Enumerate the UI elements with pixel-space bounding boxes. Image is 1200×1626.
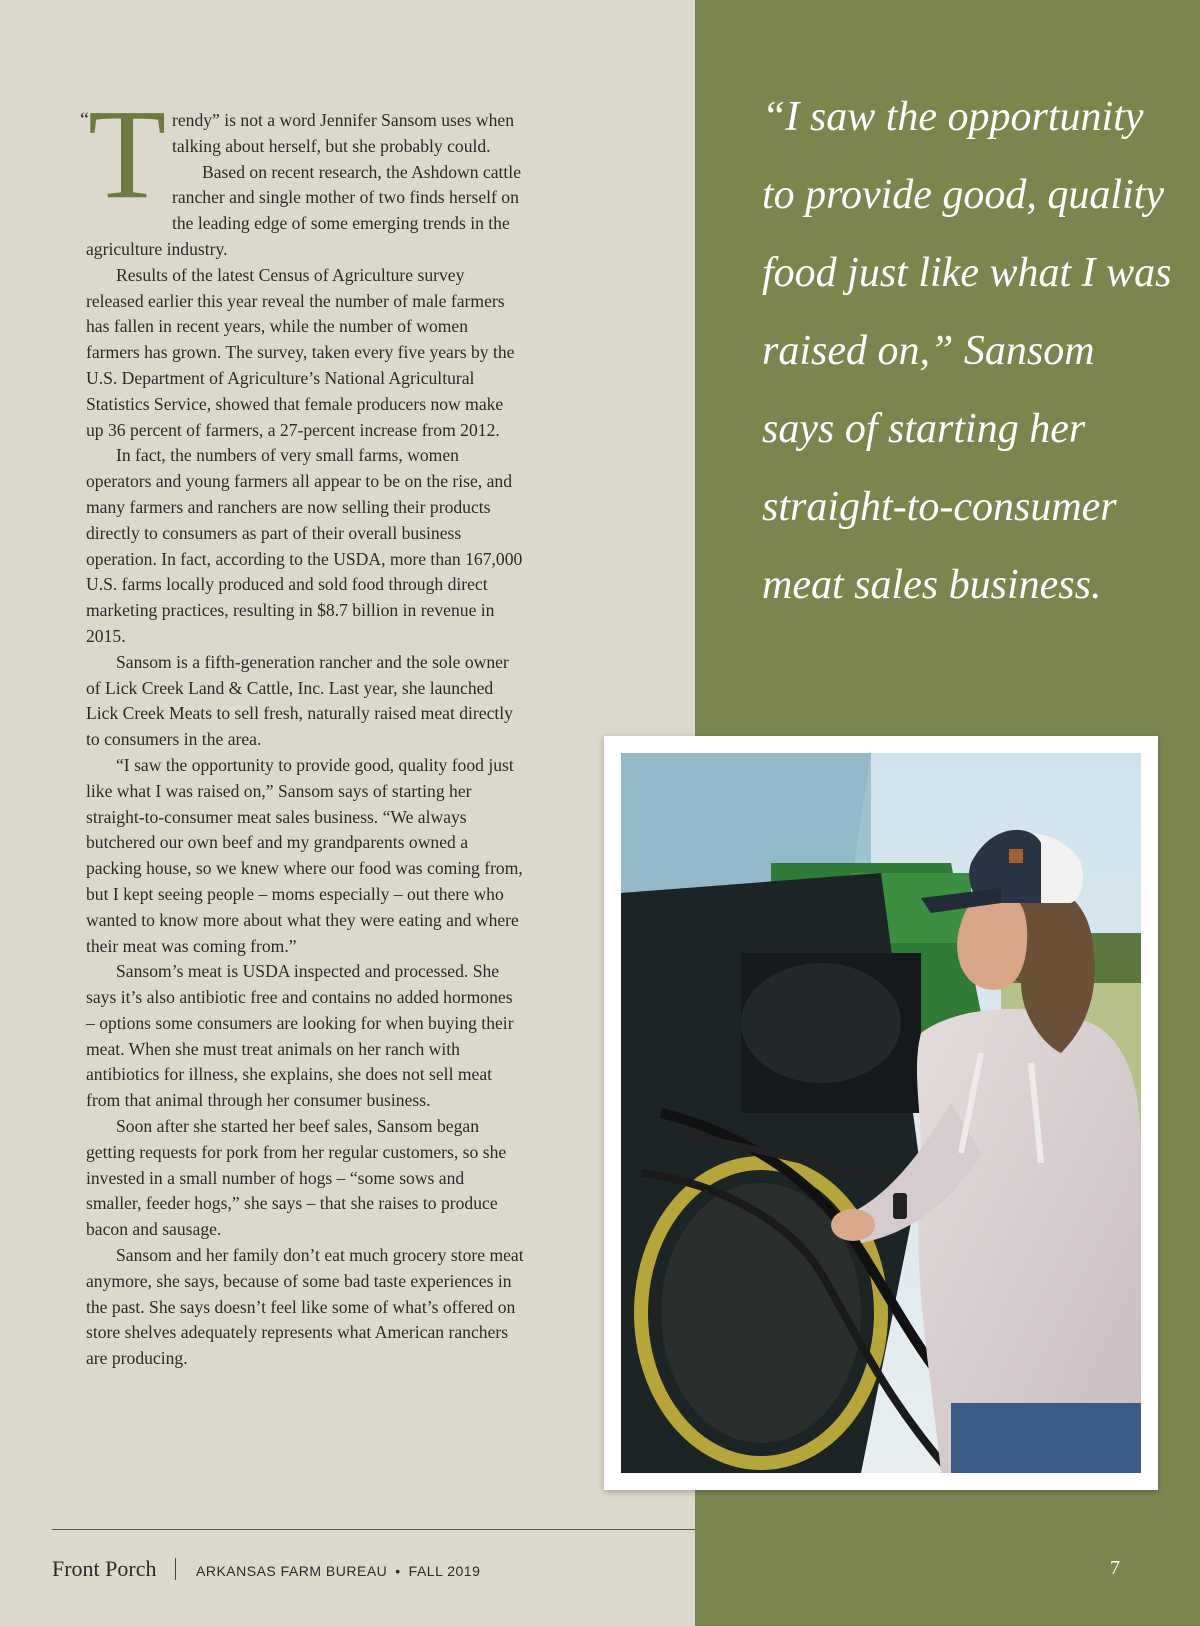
footer-publisher: ARKANSAS FARM BUREAU xyxy=(196,1563,388,1579)
footer-magazine-title: Front Porch xyxy=(52,1556,157,1581)
dropcap-open-quote: “ xyxy=(80,109,89,131)
footer-rule xyxy=(52,1529,695,1530)
article-paragraph-8: Soon after she started her beef sales, Sansom began getting requests for pork from her regular customers, so she invested in a small number of hogs – “some sows and smaller, feeder hogs,” she says – that she raises to produce bacon and sausage. xyxy=(86,1116,507,1240)
photo-frame xyxy=(604,736,1158,1490)
article-paragraph-6: “I saw the opportunity to provide good, quality food just like what I was raised on,” Sansom says of starting her straight-to-consumer meat sales business. “We always butchered our own beef and my grandparents owned a packing house, so we knew where our food was coming from, but I kept seeing people – moms especially – out there who wanted to know more about what they were eating and where their meat was coming from.” xyxy=(86,754,523,956)
article-paragraph-4: In fact, the numbers of very small farms, women operators and young farmers all appear to be on the rise, and many farmers and ranchers are now selling their products directly to consumers as part of their overall business operation. In fact, according to the USDA, more than 167,000 U.S. farms locally produced and sold food through direct marketing practices, resulting in $8.7 billion in revenue in 2015. xyxy=(86,445,523,646)
article-paragraph-5: Sansom is a fifth-generation rancher and the sole owner of Lick Creek Land & Cattle, Inc. Last year, she launched Lick Creek Meats to sell fresh, naturally raised meat directly to consumers in the area. xyxy=(86,651,513,750)
footer-issue: FALL 2019 xyxy=(408,1563,481,1579)
footer-divider xyxy=(175,1558,176,1580)
article-paragraph-9: Sansom and her family don’t eat much grocery store meat anymore, she says, because of some bad taste experiences in the past. She says doesn’t feel like some of what’s offered on store shelves adequately represents what American ranchers are producing. xyxy=(86,1245,524,1369)
photo-rancher-with-tractor xyxy=(621,753,1141,1473)
page-number: 7 xyxy=(1110,1557,1120,1579)
footer-publication xyxy=(196,1563,480,1579)
dropcap-block xyxy=(80,83,172,225)
article-paragraph-1: rendy” is not a word Jennifer Sansom uses when talking about herself, but she probably could. xyxy=(172,110,515,156)
footer-bullet: • xyxy=(395,1563,401,1579)
article-paragraph-3: Results of the latest Census of Agriculture survey released earlier this year reveal the number of male farmers has fallen in recent years, while the number of women farmers has grown. The survey, taken every five years by the U.S. Department of Agriculture’s National Agricultural Statistics Service, showed that female producers now make up 36 percent of farmers, a 27-percent increase from 2012. xyxy=(86,264,515,440)
dropcap-letter: T xyxy=(88,83,167,225)
pull-quote: “I saw the opportunity to provide good, quality food just like what I was raised on,” Sansom says of starting her straight-to-consumer meat sales business. xyxy=(762,94,1172,608)
article-paragraph-7: Sansom’s meat is USDA inspected and processed. She says it’s also antibiotic free and contains no added hormones – options some consumers are looking for when buying their meat. When she must treat animals on her ranch with antibiotics for illness, she explains, she does not sell meat from that animal through her consumer business. xyxy=(86,961,514,1111)
article-body xyxy=(80,83,524,1372)
article-paragraph-2: Based on recent research, the Ashdown cattle rancher and single mother of two finds herself on the leading edge of some emerging trends in the agriculture industry. xyxy=(86,161,522,259)
